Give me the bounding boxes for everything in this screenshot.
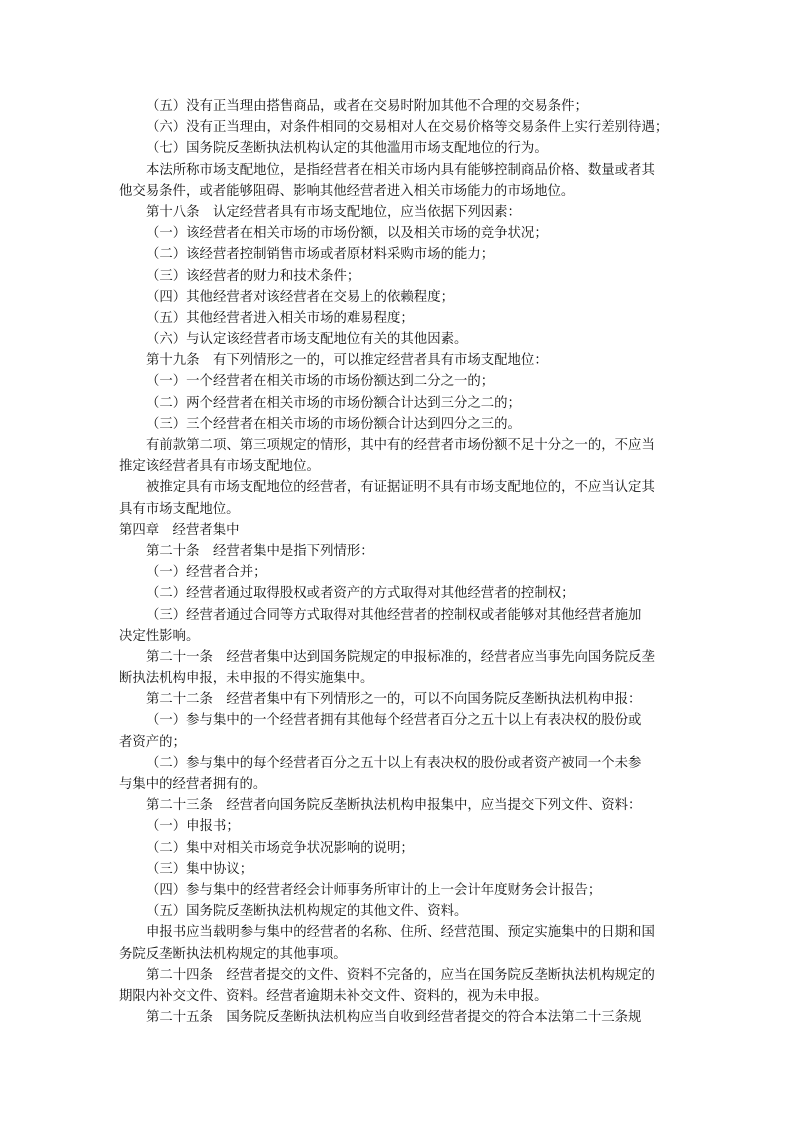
text-line: （六）没有正当理由，对条件相同的交易相对人在交易价格等交易条件上实行差别待遇； xyxy=(146,120,669,136)
text-line: （一）申报书； xyxy=(146,819,240,835)
text-line: （一）该经营者在相关市场的市场份额，以及相关市场的竞争状况； xyxy=(146,226,548,242)
document-body xyxy=(119,96,675,1028)
text-line: （三）集中协议； xyxy=(146,861,254,877)
text-line: 第二十四条 经营者提交的文件、资料不完备的，应当在国务院反垄断执法机构规定的 xyxy=(146,967,655,983)
text-line: 第二十三条 经营者向国务院反垄断执法机构申报集中，应当提交下列文件、资料： xyxy=(146,798,642,814)
text-line: 第十八条 认定经营者具有市场支配地位，应当依据下列因素： xyxy=(146,204,521,220)
text-line: （七）国务院反垄断执法机构认定的其他滥用市场支配地位的行为。 xyxy=(146,141,548,157)
text-line: （一）经营者合并； xyxy=(146,565,267,581)
text-line: （二）该经营者控制销售市场或者原材料采购市场的能力； xyxy=(146,247,495,263)
text-line: （二）经营者通过取得股权或者资产的方式取得对其他经营者的控制权； xyxy=(146,586,575,602)
text-line: 与集中的经营者拥有的。 xyxy=(119,777,267,792)
text-line: （一）参与集中的一个经营者拥有其他每个经营者百分之五十以上有表决权的股份或 xyxy=(146,713,642,729)
text-line: 务院反垄断执法机构规定的其他事项。 xyxy=(119,946,347,962)
text-line: 决定性影响。 xyxy=(119,628,200,644)
text-line: （二）集中对相关市场竞争状况影响的说明； xyxy=(146,840,414,856)
text-line: （三）经营者通过合同等方式取得对其他经营者的控制权或者能够对其他经营者施加 xyxy=(146,607,642,623)
text-line: （三）该经营者的财力和技术条件； xyxy=(146,268,361,284)
text-line: 者资产的； xyxy=(119,734,186,750)
text-line: 第十九条 有下列情形之一的，可以推定经营者具有市场支配地位： xyxy=(146,353,548,369)
text-line: （五）国务院反垄断执法机构规定的其他文件、资料。 xyxy=(146,904,468,920)
text-line: 申报书应当载明参与集中的经营者的名称、住所、经营范围、预定实施集中的日期和国 xyxy=(146,925,655,941)
text-line: 第四章 经营者集中 xyxy=(119,522,240,538)
text-line: （四）参与集中的经营者经会计师事务所审计的上一会计年度财务会计报告； xyxy=(146,882,602,898)
text-line: 本法所称市场支配地位，是指经营者在相关市场内具有能够控制商品价格、数量或者其 xyxy=(146,162,655,178)
text-line: （二）参与集中的每个经营者百分之五十以上有表决权的股份或者资产被同一个未参 xyxy=(146,755,642,771)
text-line: 第二十二条 经营者集中有下列情形之一的，可以不向国务院反垄断执法机构申报： xyxy=(146,692,642,708)
text-line: 断执法机构申报，未申报的不得实施集中。 xyxy=(119,671,374,687)
text-line: 有前款第二项、第三项规定的情形，其中有的经营者市场份额不足十分之一的，不应当 xyxy=(146,438,655,453)
text-line: （五）其他经营者进入相关市场的难易程度； xyxy=(146,310,414,326)
text-line: （二）两个经营者在相关市场的市场份额合计达到三分之二的； xyxy=(146,395,521,411)
text-line: （五）没有正当理由搭售商品，或者在交易时附加其他不合理的交易条件； xyxy=(146,99,588,114)
text-line: 期限内补交文件、资料。经营者逾期未补交文件、资料的，视为未申报。 xyxy=(119,988,548,1004)
text-line: 第二十一条 经营者集中达到国务院规定的申报标准的，经营者应当事先向国务院反垄 xyxy=(146,649,655,665)
text-line: （一）一个经营者在相关市场的市场份额达到二分之一的； xyxy=(146,374,495,390)
text-line: （六）与认定该经营者市场支配地位有关的其他因素。 xyxy=(146,332,468,348)
text-line: 第二十条 经营者集中是指下列情形： xyxy=(146,543,374,559)
text-line: 具有市场支配地位。 xyxy=(119,501,240,517)
text-line: 推定该经营者具有市场支配地位。 xyxy=(119,459,320,475)
text-line: （三）三个经营者在相关市场的市场份额合计达到四分之三的。 xyxy=(146,416,521,432)
text-line: 第二十五条 国务院反垄断执法机构应当自收到经营者提交的符合本法第二十三条规 xyxy=(146,1010,642,1026)
text-line: （四）其他经营者对该经营者在交易上的依赖程度； xyxy=(146,289,454,305)
text-line: 他交易条件，或者能够阻碍、影响其他经营者进入相关市场能力的市场地位。 xyxy=(119,183,575,199)
text-line: 被推定具有市场支配地位的经营者，有证据证明不具有市场支配地位的，不应当认定其 xyxy=(146,480,655,496)
